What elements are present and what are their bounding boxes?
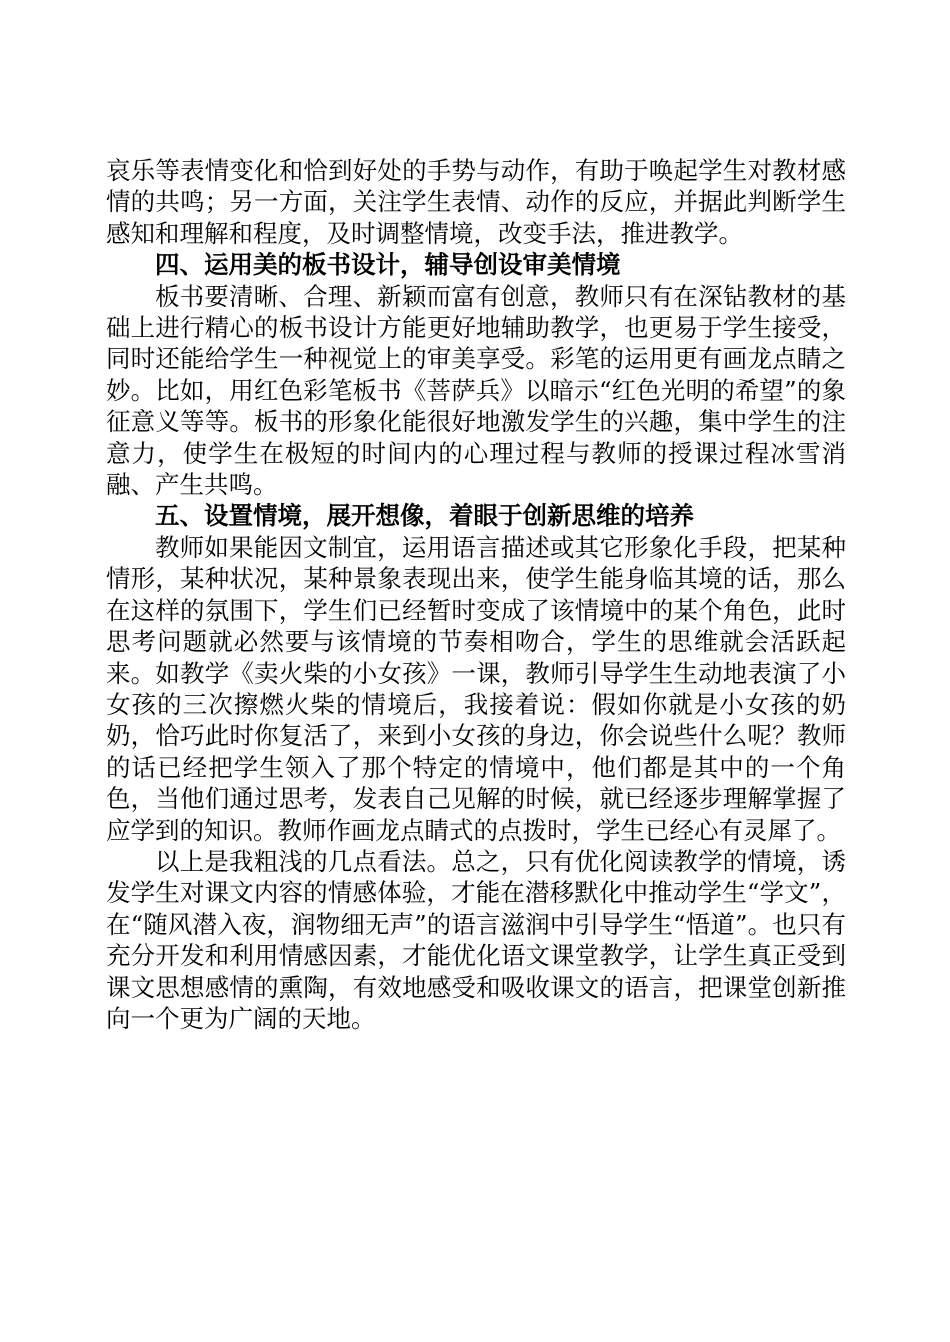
paragraph-section-5: 教师如果能因文制宜，运用语言描述或其它形象化手段，把某种情形，某种状况，某种景象表现出来，使学生能身临其境的话，那么在这样的氛围下，学生们已经暂时变成了该情境中的某个角色，此时思考问题就必然要与该情境的节奏相吻合，学生的思维就会活跃起来。如教学《卖火柴的小女孩》一课，教师引导学生生动地表演了小女孩的三次擦燃火柴的情境后，我接着说：假如你就是小女孩的奶奶，恰巧此时你复活了，来到小女孩的身边，你会说些什么呢？教师的话已经把学生领入了那个特定的情境中，他们都是其中的一个角色，当他们通过思考，发表自己见解的时候，就已经逐步理解掌握了应学到的知识。教师作画龙点睛式的点拨时，学生已经心有灵犀了。 [106,532,846,845]
document-page [106,155,846,1034]
paragraph-conclusion: 以上是我粗浅的几点看法。总之，只有优化阅读教学的情境，诱发学生对课文内容的情感体验，才能在潜移默化中推动学生“学文”，在“随风潜入夜，润物细无声”的语言滋润中引导学生“悟道”。也只有充分开发和利用情感因素，才能优化语文课堂教学，让学生真正受到课文思想感情的熏陶，有效地感受和吸收课文的语言，把课堂创新推向一个更为广阔的天地。 [106,846,846,1033]
paragraph-section-4: 板书要清晰、合理、新颖而富有创意，教师只有在深钻教材的基础上进行精心的板书设计方能更好地辅助教学，也更易于学生接受，同时还能给学生一种视觉上的审美享受。彩笔的运用更有画龙点睛之妙。比如，用红色彩笔板书《菩萨兵》以暗示“红色光明的希望”的象征意义等等。板书的形象化能很好地激发学生的兴趣，集中学生的注意力，使学生在极短的时间内的心理过程与教师的授课过程冰雪消融、产生共鸣。 [106,281,846,500]
section-heading-4: 四、运用美的板书设计，辅导创设审美情境 [155,250,621,280]
section-heading-5: 五、设置情境，展开想像，着眼于创新思维的培养 [155,501,694,531]
paragraph-continuation: 哀乐等表情变化和恰到好处的手势与动作，有助于唤起学生对教材感情的共鸣；另一方面，关注学生表情、动作的反应，并据此判断学生感知和理解和程度，及时调整情境，改变手法，推进教学。 [106,156,846,248]
